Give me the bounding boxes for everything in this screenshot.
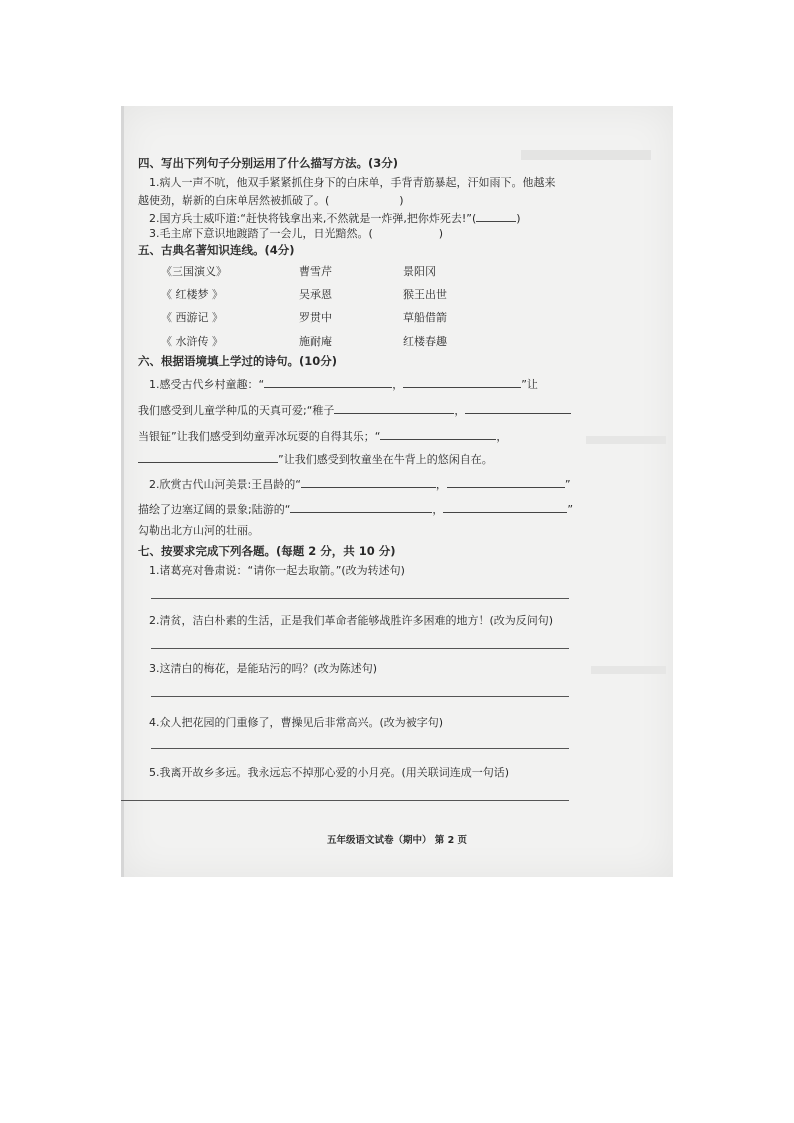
section7-heading: 七、按要求完成下列各题。(每题 2 分，共 10 分)	[138, 544, 396, 558]
author-name[interactable]: 施耐庵	[299, 335, 332, 348]
section6-heading: 六、根据语境填上学过的诗句。(10分)	[138, 354, 338, 368]
answer-blank[interactable]	[443, 501, 567, 513]
exam-page	[121, 106, 673, 877]
poem-fill-line: 勾勒出北方山河的壮丽。	[138, 524, 259, 537]
story-title[interactable]: 红楼春趣	[403, 335, 447, 348]
rewrite-question: 3.这清白的梅花，是能玷污的吗？(改为陈述句)	[149, 662, 378, 675]
answer-line[interactable]	[121, 800, 569, 801]
author-name[interactable]: 曹雪芹	[299, 265, 332, 278]
answer-blank[interactable]	[380, 428, 496, 440]
poem-fill-line: 当银钲”让我们感受到幼童弄冰玩耍的自得其乐；“ ，	[138, 430, 508, 443]
page-edge-shadow	[121, 106, 124, 877]
section4-q1-line2: 越使劲，崭新的白床单居然被抓破了。( )	[138, 194, 404, 207]
page-footer: 五年级语文试卷（期中） 第 2 页	[326, 835, 468, 846]
poem-fill-line: ”让我们感受到牧童坐在牛背上的悠闲自在。	[138, 451, 493, 467]
answer-blank[interactable]	[334, 402, 454, 414]
bleed-through-mark	[521, 150, 651, 160]
book-title[interactable]: 《 红楼梦 》	[161, 288, 223, 301]
section5-heading: 五、古典名著知识连线。(4分)	[138, 243, 295, 257]
answer-blank[interactable]	[465, 402, 571, 414]
poem-fill-line: 1.感受古代乡村童趣：“ ， ”让	[149, 378, 538, 391]
story-title[interactable]: 猴王出世	[403, 288, 447, 301]
answer-line[interactable]	[151, 598, 569, 599]
author-name[interactable]: 罗贯中	[299, 311, 332, 324]
rewrite-question: 1.诸葛亮对鲁肃说：“请你一起去取箭。”(改为转述句)	[149, 564, 405, 577]
answer-line[interactable]	[151, 748, 569, 749]
answer-line[interactable]	[151, 696, 569, 697]
author-name[interactable]: 吴承恩	[299, 288, 332, 301]
poem-fill-line: 我们感受到儿童学种瓜的天真可爱;“稚子 ，	[138, 402, 571, 418]
answer-line[interactable]	[151, 648, 569, 649]
section4-q3: 3.毛主席下意识地踱踏了一会儿，日光黯然。( )	[149, 227, 444, 240]
bleed-through-mark	[591, 666, 666, 674]
rewrite-question: 2.清贫，洁白朴素的生活，正是我们革命者能够战胜许多困难的地方！(改为反问句)	[149, 614, 554, 627]
section4-q2: 2.国方兵士威吓道:“赶快将钱拿出来,不然就是一炸弹,把你炸死去!”( )	[149, 212, 521, 225]
story-title[interactable]: 景阳冈	[403, 265, 436, 278]
answer-blank[interactable]	[476, 210, 516, 222]
poem-fill-line: 描绘了边塞辽阔的景象;陆游的“ ， ”	[138, 503, 574, 516]
book-title[interactable]: 《三国演义》	[161, 265, 227, 278]
poem-fill-line: 2.欣赏古代山河美景:王昌龄的“ ， ”	[149, 478, 571, 491]
answer-blank[interactable]	[447, 476, 565, 488]
rewrite-question: 5.我离开故乡多远。我永远忘不掉那心爱的小月亮。(用关联词连成一句话)	[149, 766, 510, 779]
answer-blank[interactable]	[138, 451, 278, 463]
rewrite-question: 4.众人把花园的门重修了，曹操见后非常高兴。(改为被字句)	[149, 716, 444, 729]
story-title[interactable]: 草船借箭	[403, 311, 447, 324]
section4-heading: 四、写出下列句子分别运用了什么描写方法。(3分)	[138, 156, 399, 170]
answer-blank[interactable]	[290, 501, 432, 513]
answer-blank[interactable]	[264, 376, 392, 388]
book-title[interactable]: 《 水浒传 》	[161, 335, 223, 348]
section4-q1-line1: 1.病人一声不吭，他双手紧紧抓住身下的白床单，手背青筋暴起，汗如雨下。他越来	[149, 176, 556, 189]
book-title[interactable]: 《 西游记 》	[161, 311, 223, 324]
bleed-through-mark	[586, 436, 666, 444]
answer-blank[interactable]	[403, 376, 521, 388]
answer-blank[interactable]	[301, 476, 436, 488]
